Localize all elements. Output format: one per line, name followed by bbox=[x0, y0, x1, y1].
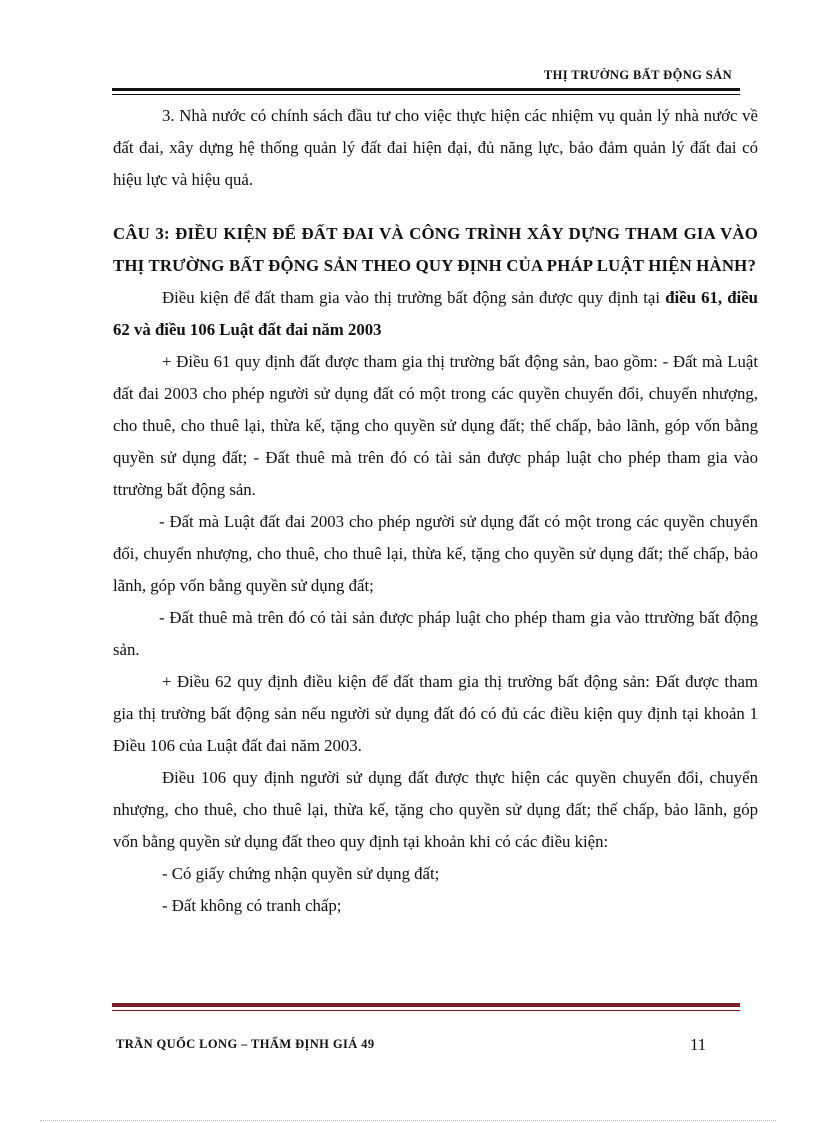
paragraph-conditions-intro bbox=[113, 282, 758, 346]
header-rule-thin bbox=[112, 94, 740, 95]
list-item: - Đất không có tranh chấp; bbox=[162, 896, 342, 915]
list-item: - Có giấy chứng nhận quyền sử dụng đất; bbox=[162, 864, 440, 883]
running-header-title: THỊ TRƯỜNG BẤT ĐỘNG SẢN bbox=[543, 68, 732, 82]
paragraph-article-106: Điều 106 quy định người sử dụng đất được thực hiện các quyền chuyển đổi, chuyển nhượng, cho thuê, cho thuê lại, thừa kế, tặng cho quyền sử dụng đất; thế chấp, bảo lãnh, góp vốn bằng quyền sử dụng đất theo quy định tại khoản khi có các điều kiện: bbox=[113, 768, 758, 851]
question-heading: CÂU 3: ĐIỀU KIỆN ĐỂ ĐẤT ĐAI VÀ CÔNG TRÌNH XÂY DỰNG THAM GIA VÀO THỊ TRƯỜNG BẤT ĐỘNG SẢN THEO QUY ĐỊNH CỦA PHÁP LUẬT HIỆN HÀNH? bbox=[113, 224, 758, 275]
page-number: 11 bbox=[690, 1035, 707, 1054]
paragraph-leased-land: - Đất thuê mà trên đó có tài sản được pháp luật cho phép tham gia vào ttrường bất động sản. bbox=[113, 608, 758, 659]
law-reference-bold: điều 61, điều 62 và điều 106 Luật đất đai năm 2003 bbox=[113, 288, 759, 339]
paragraph-conditions-text: Điều kiện để đất tham gia vào thị trường bất động sản được quy định tại bbox=[162, 288, 661, 307]
paragraph-article-62: + Điều 62 quy định điều kiện để đất tham gia thị trường bất động sản: Đất được tham gia thị trường bất động sản nếu người sử dụng đất đó có đủ các điều kiện quy định tại khoản 1 Điều 106 của Luật đất đai năm 2003. bbox=[113, 672, 758, 755]
document-body bbox=[113, 100, 758, 922]
page-boundary-divider bbox=[40, 1120, 776, 1121]
footer-rule-thick bbox=[112, 1003, 740, 1007]
paragraph-article-61: + Điều 61 quy định đất được tham gia thị trường bất động sản, bao gồm: - Đất mà Luật đất đai 2003 cho phép người sử dụng đất có một trong các quyền chuyển đổi, chuyển nhượng, cho thuê, cho thuê lại, thừa kế, tặng cho quyền sử dụng đất; thế chấp, bảo lãnh, góp vốn bằng quyền sử dụng đất; - Đất thuê mà trên đó có tài sản được pháp luật cho phép tham gia vào ttrường bất động sản. bbox=[113, 352, 758, 499]
header-rule-thick bbox=[112, 88, 740, 91]
footer-rule-thin bbox=[112, 1010, 740, 1011]
paragraph-land-rights: - Đất mà Luật đất đai 2003 cho phép người sử dụng đất có một trong các quyền chuyển đổi, chuyển nhượng, cho thuê, cho thuê lại, thừa kế, tặng cho quyền sử dụng đất; thế chấp, bảo lãnh, góp vốn bằng quyền sử dụng đất; bbox=[113, 512, 758, 595]
footer-author: TRẦN QUỐC LONG – THẨM ĐỊNH GIÁ 49 bbox=[116, 1037, 375, 1051]
paragraph-state-investment: 3. Nhà nước có chính sách đầu tư cho việc thực hiện các nhiệm vụ quản lý nhà nước về đất đai, xây dựng hệ thống quản lý đất đai hiện đại, đủ năng lực, bảo đảm quản lý đất đai có hiệu lực và hiệu quả. bbox=[113, 106, 758, 189]
